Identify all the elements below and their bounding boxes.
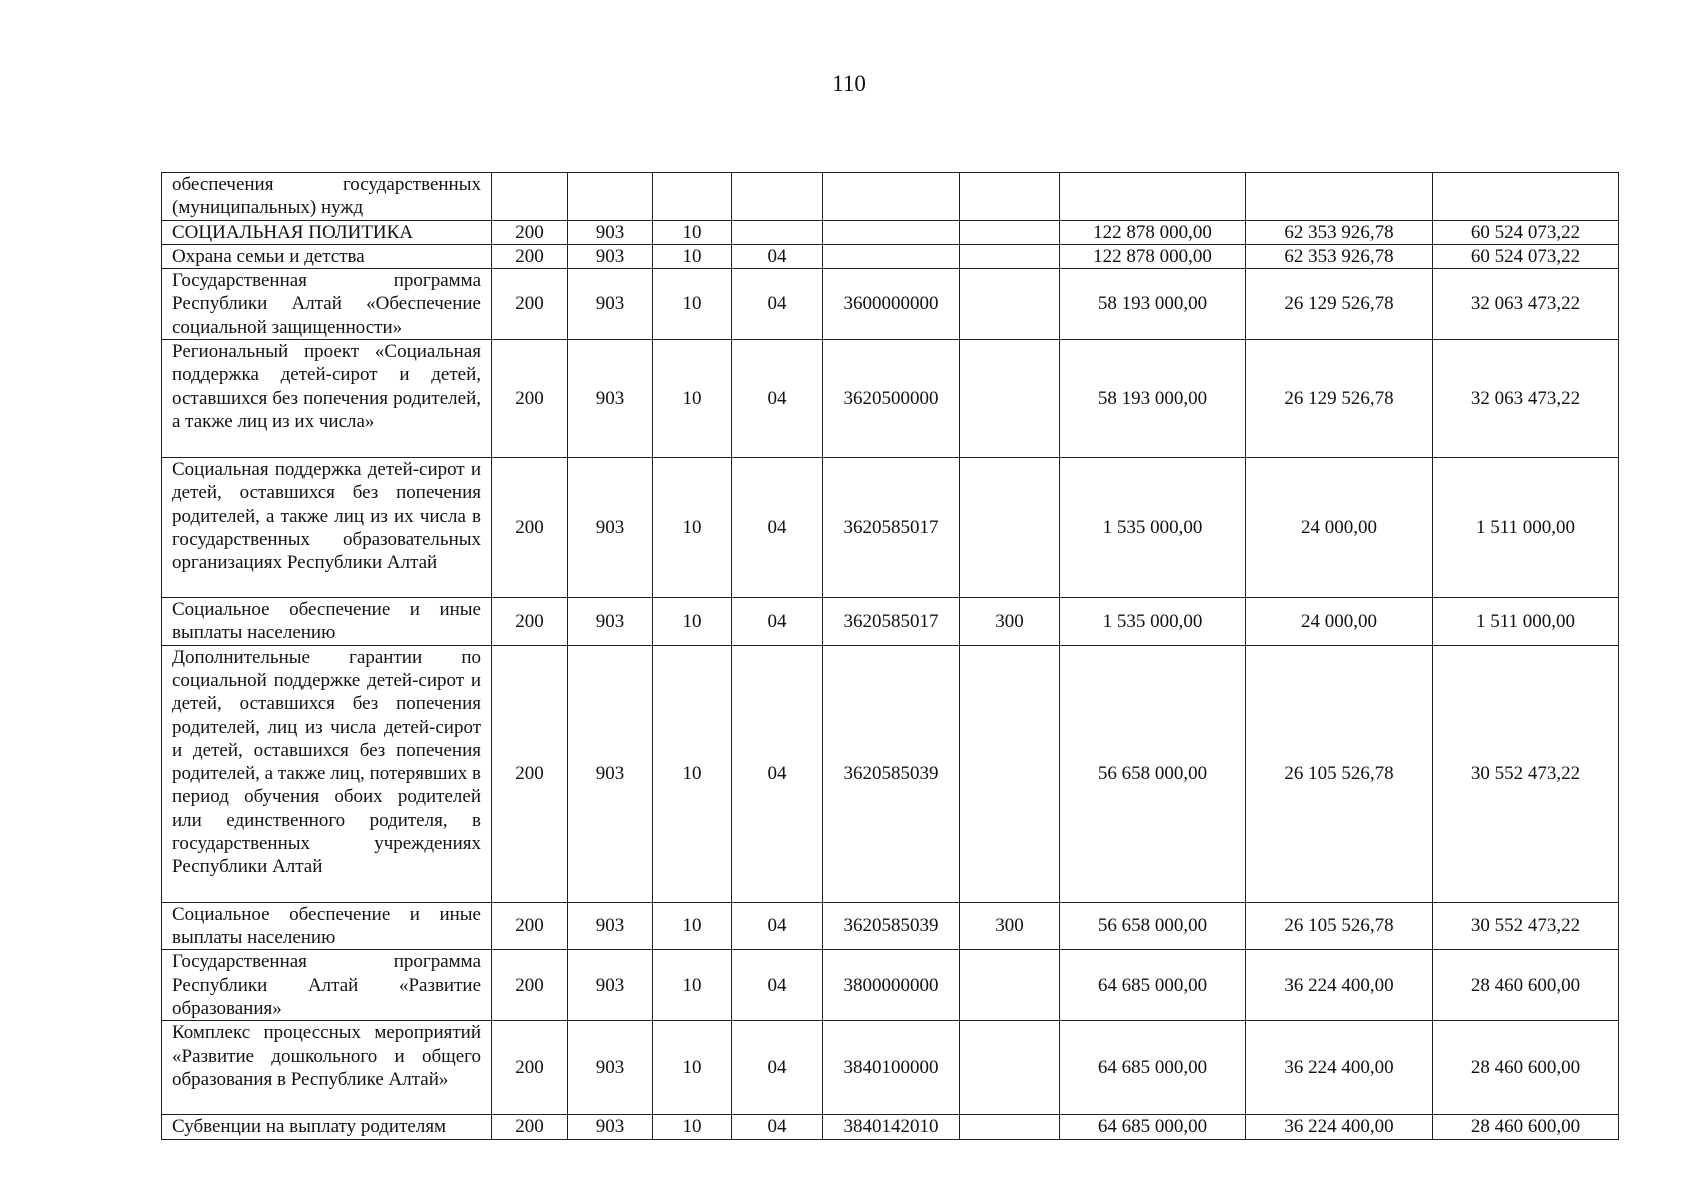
table-row xyxy=(162,1021,1619,1115)
code-cell: 10 xyxy=(653,902,732,950)
code-cell xyxy=(960,340,1060,458)
code-cell: 10 xyxy=(653,950,732,1021)
row-name-cell: Социальное обеспечение и иные выплаты населению xyxy=(162,598,492,646)
table-row xyxy=(162,1115,1619,1139)
code-cell xyxy=(960,1021,1060,1115)
code-cell xyxy=(960,458,1060,598)
code-cell: 04 xyxy=(732,598,823,646)
amount-cell: 1 511 000,00 xyxy=(1433,598,1619,646)
code-cell: 3800000000 xyxy=(823,950,960,1021)
amount-cell: 58 193 000,00 xyxy=(1060,340,1246,458)
code-cell xyxy=(732,220,823,244)
amount-cell xyxy=(1246,173,1433,221)
code-cell: 10 xyxy=(653,220,732,244)
amount-cell: 62 353 926,78 xyxy=(1246,220,1433,244)
code-cell: 04 xyxy=(732,340,823,458)
code-cell: 200 xyxy=(492,269,568,340)
amount-cell: 28 460 600,00 xyxy=(1433,1021,1619,1115)
code-cell xyxy=(960,244,1060,268)
amount-cell: 26 105 526,78 xyxy=(1246,902,1433,950)
row-name-cell: Охрана семьи и детства xyxy=(162,244,492,268)
amount-cell: 32 063 473,22 xyxy=(1433,269,1619,340)
code-cell: 04 xyxy=(732,458,823,598)
code-cell: 04 xyxy=(732,902,823,950)
table-row xyxy=(162,220,1619,244)
table-row xyxy=(162,340,1619,458)
code-cell xyxy=(653,173,732,221)
code-cell: 10 xyxy=(653,1115,732,1139)
code-cell: 903 xyxy=(568,902,653,950)
table-row xyxy=(162,244,1619,268)
code-cell: 10 xyxy=(653,244,732,268)
amount-cell: 56 658 000,00 xyxy=(1060,902,1246,950)
code-cell: 200 xyxy=(492,340,568,458)
code-cell: 200 xyxy=(492,598,568,646)
code-cell: 903 xyxy=(568,1021,653,1115)
table-row xyxy=(162,902,1619,950)
amount-cell xyxy=(1060,173,1246,221)
amount-cell: 60 524 073,22 xyxy=(1433,244,1619,268)
code-cell: 04 xyxy=(732,244,823,268)
amount-cell: 64 685 000,00 xyxy=(1060,950,1246,1021)
row-name-cell: Комплекс процессных мероприятий «Развитие дошкольного и общего образования в Республике Алтай» xyxy=(162,1021,492,1115)
code-cell xyxy=(960,950,1060,1021)
table-row xyxy=(162,269,1619,340)
row-name-cell: СОЦИАЛЬНАЯ ПОЛИТИКА xyxy=(162,220,492,244)
budget-table xyxy=(161,172,1619,1140)
code-cell: 3840100000 xyxy=(823,1021,960,1115)
code-cell: 903 xyxy=(568,645,653,902)
amount-cell: 24 000,00 xyxy=(1246,458,1433,598)
code-cell: 10 xyxy=(653,1021,732,1115)
row-name-cell: Государственная программа Республики Алтай «Обеспечение социальной защищенности» xyxy=(162,269,492,340)
code-cell xyxy=(960,220,1060,244)
code-cell: 200 xyxy=(492,220,568,244)
code-cell: 04 xyxy=(732,269,823,340)
code-cell: 10 xyxy=(653,269,732,340)
amount-cell: 30 552 473,22 xyxy=(1433,645,1619,902)
code-cell xyxy=(960,173,1060,221)
amount-cell: 36 224 400,00 xyxy=(1246,1021,1433,1115)
row-name-cell: Дополнительные гарантии по социальной поддержке детей-сирот и детей, оставшихся без попечения родителей, лиц из числа детей-сирот и детей, оставшихся без попечения родителей, а также лиц, потерявших в период обучения обоих родителей или единственного родителя, в государственных учреждениях Республики Алтай xyxy=(162,645,492,902)
code-cell: 04 xyxy=(732,950,823,1021)
code-cell xyxy=(568,173,653,221)
code-cell: 903 xyxy=(568,1115,653,1139)
code-cell: 903 xyxy=(568,244,653,268)
code-cell: 200 xyxy=(492,950,568,1021)
code-cell: 903 xyxy=(568,598,653,646)
amount-cell: 62 353 926,78 xyxy=(1246,244,1433,268)
amount-cell: 30 552 473,22 xyxy=(1433,902,1619,950)
table-row xyxy=(162,598,1619,646)
code-cell: 903 xyxy=(568,458,653,598)
row-name-cell: Социальная поддержка детей-сирот и детей, оставшихся без попечения родителей, а также лиц из их числа в государственных образовательных организациях Республики Алтай xyxy=(162,458,492,598)
row-name-cell: Социальное обеспечение и иные выплаты населению xyxy=(162,902,492,950)
amount-cell: 122 878 000,00 xyxy=(1060,220,1246,244)
page-number: 110 xyxy=(832,71,866,96)
table-row xyxy=(162,458,1619,598)
amount-cell: 1 535 000,00 xyxy=(1060,458,1246,598)
code-cell: 903 xyxy=(568,269,653,340)
code-cell: 200 xyxy=(492,1115,568,1139)
amount-cell: 26 129 526,78 xyxy=(1246,340,1433,458)
code-cell: 200 xyxy=(492,458,568,598)
code-cell: 200 xyxy=(492,645,568,902)
amount-cell: 1 535 000,00 xyxy=(1060,598,1246,646)
row-name-cell: Субвенции на выплату родителям xyxy=(162,1115,492,1139)
code-cell: 3840142010 xyxy=(823,1115,960,1139)
code-cell xyxy=(960,645,1060,902)
amount-cell: 122 878 000,00 xyxy=(1060,244,1246,268)
code-cell: 903 xyxy=(568,950,653,1021)
amount-cell: 1 511 000,00 xyxy=(1433,458,1619,598)
amount-cell: 28 460 600,00 xyxy=(1433,950,1619,1021)
code-cell xyxy=(960,269,1060,340)
code-cell: 200 xyxy=(492,902,568,950)
amount-cell: 60 524 073,22 xyxy=(1433,220,1619,244)
code-cell: 903 xyxy=(568,220,653,244)
code-cell xyxy=(492,173,568,221)
amount-cell: 36 224 400,00 xyxy=(1246,950,1433,1021)
code-cell xyxy=(823,173,960,221)
code-cell: 04 xyxy=(732,1021,823,1115)
code-cell: 200 xyxy=(492,1021,568,1115)
row-name-cell: Региональный проект «Социальная поддержка детей-сирот и детей, оставшихся без попечения родителей, а также лиц из их числа» xyxy=(162,340,492,458)
amount-cell xyxy=(1433,173,1619,221)
amount-cell: 32 063 473,22 xyxy=(1433,340,1619,458)
code-cell: 903 xyxy=(568,340,653,458)
table-row xyxy=(162,950,1619,1021)
row-name-cell: обеспечения государственных (муниципальных) нужд xyxy=(162,173,492,221)
code-cell: 3620585017 xyxy=(823,598,960,646)
code-cell xyxy=(823,220,960,244)
amount-cell: 26 105 526,78 xyxy=(1246,645,1433,902)
table-row xyxy=(162,173,1619,221)
amount-cell: 56 658 000,00 xyxy=(1060,645,1246,902)
row-name-cell: Государственная программа Республики Алтай «Развитие образования» xyxy=(162,950,492,1021)
code-cell: 3600000000 xyxy=(823,269,960,340)
code-cell xyxy=(732,173,823,221)
code-cell: 200 xyxy=(492,244,568,268)
code-cell xyxy=(823,244,960,268)
code-cell: 10 xyxy=(653,340,732,458)
amount-cell: 28 460 600,00 xyxy=(1433,1115,1619,1139)
code-cell: 3620500000 xyxy=(823,340,960,458)
code-cell: 10 xyxy=(653,458,732,598)
code-cell: 300 xyxy=(960,598,1060,646)
code-cell: 3620585017 xyxy=(823,458,960,598)
code-cell: 04 xyxy=(732,1115,823,1139)
code-cell: 10 xyxy=(653,645,732,902)
code-cell: 04 xyxy=(732,645,823,902)
amount-cell: 58 193 000,00 xyxy=(1060,269,1246,340)
table-row xyxy=(162,645,1619,902)
code-cell: 300 xyxy=(960,902,1060,950)
code-cell: 3620585039 xyxy=(823,645,960,902)
amount-cell: 26 129 526,78 xyxy=(1246,269,1433,340)
code-cell: 10 xyxy=(653,598,732,646)
amount-cell: 64 685 000,00 xyxy=(1060,1021,1246,1115)
code-cell: 3620585039 xyxy=(823,902,960,950)
amount-cell: 36 224 400,00 xyxy=(1246,1115,1433,1139)
amount-cell: 64 685 000,00 xyxy=(1060,1115,1246,1139)
amount-cell: 24 000,00 xyxy=(1246,598,1433,646)
code-cell xyxy=(960,1115,1060,1139)
